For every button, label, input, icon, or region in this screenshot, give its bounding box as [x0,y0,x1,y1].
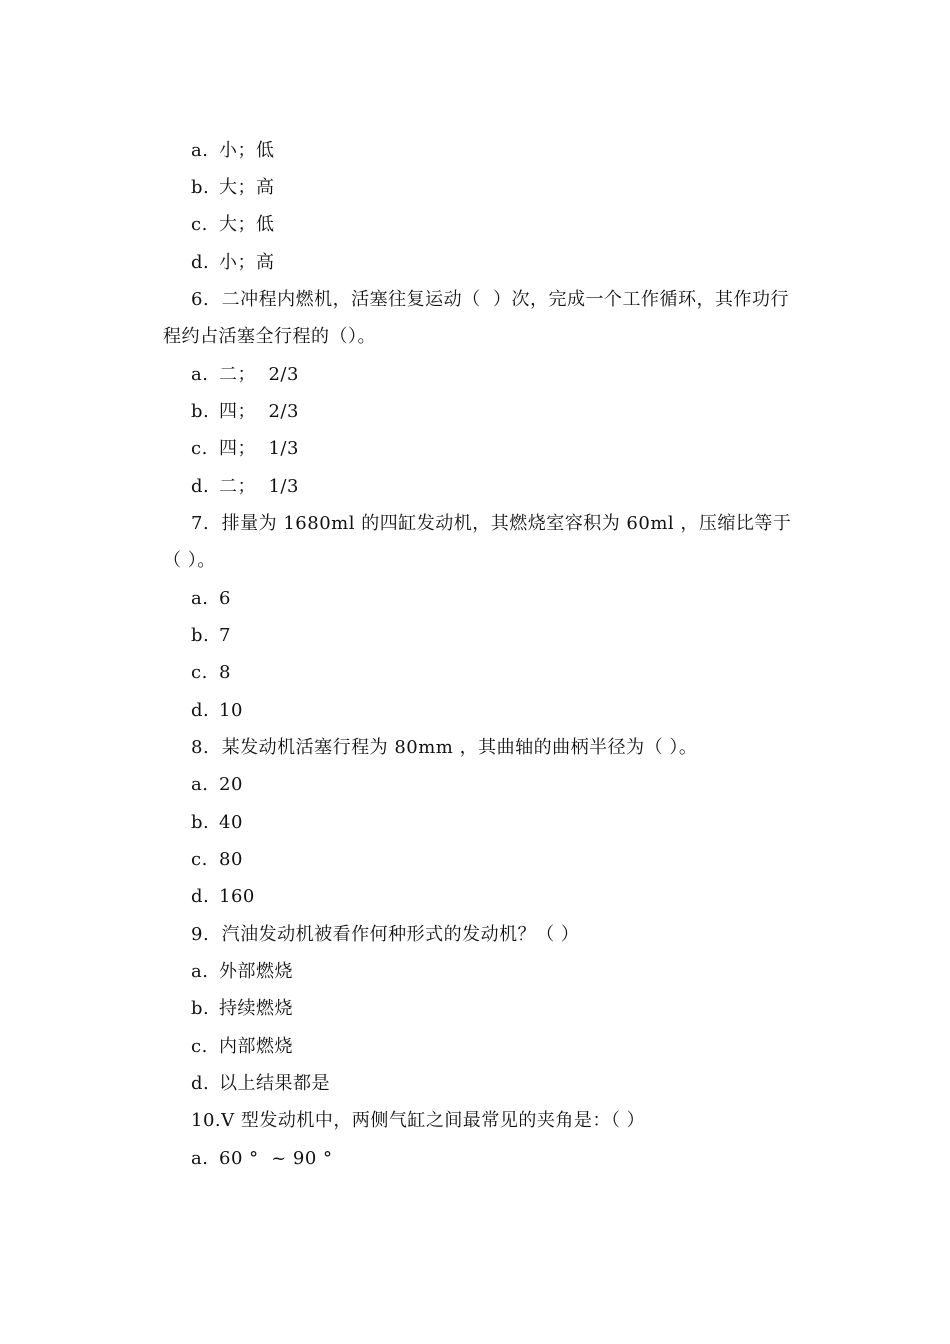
option-5d: d. 小；高 [191,252,275,273]
option-7d: d. 10 [191,700,243,721]
option-10a: a. 60 ° ~ 90 ° [191,1148,333,1169]
option-8a: a. 20 [191,774,243,795]
option-5c: c. 大；低 [191,214,275,235]
option-9a: a. 外部燃烧 [191,961,293,982]
question-8-line1: 8. 某发动机活塞行程为 80mm ，其曲轴的曲柄半径为（ ）。 [191,737,698,758]
option-8c: c. 80 [191,849,243,870]
question-6-line2: 程约占活塞全行程的（）。 [163,326,376,347]
question-7-line1: 7. 排量为 1680ml 的四缸发动机，其燃烧室容积为 60ml ，压缩比等于 [191,513,792,534]
option-9b: b. 持续燃烧 [191,998,293,1019]
option-7a: a. 6 [191,588,231,609]
option-6d: d. 二； 1/3 [191,476,299,497]
option-9c: c. 内部燃烧 [191,1036,293,1057]
question-6-line1: 6. 二冲程内燃机，活塞往复运动（ ）次，完成一个工作循环，其作功行 [191,289,790,310]
option-9d: d. 以上结果都是 [191,1073,330,1094]
option-6b: b. 四； 2/3 [191,401,299,422]
question-9-line1: 9. 汽油发动机被看作何种形式的发动机？（ ） [191,924,580,945]
option-7c: c. 8 [191,662,231,683]
option-6c: c. 四； 1/3 [191,438,299,459]
option-8b: b. 40 [191,812,243,833]
question-10-line1: 10.V 型发动机中，两侧气缸之间最常见的夹角是：（ ） [191,1110,646,1131]
option-5a: a. 小；低 [191,140,275,161]
option-8d: d. 160 [191,886,255,907]
question-7-line2: （ ）。 [163,550,216,571]
option-7b: b. 7 [191,625,231,646]
option-5b: b. 大；高 [191,177,275,198]
option-6a: a. 二； 2/3 [191,364,299,385]
